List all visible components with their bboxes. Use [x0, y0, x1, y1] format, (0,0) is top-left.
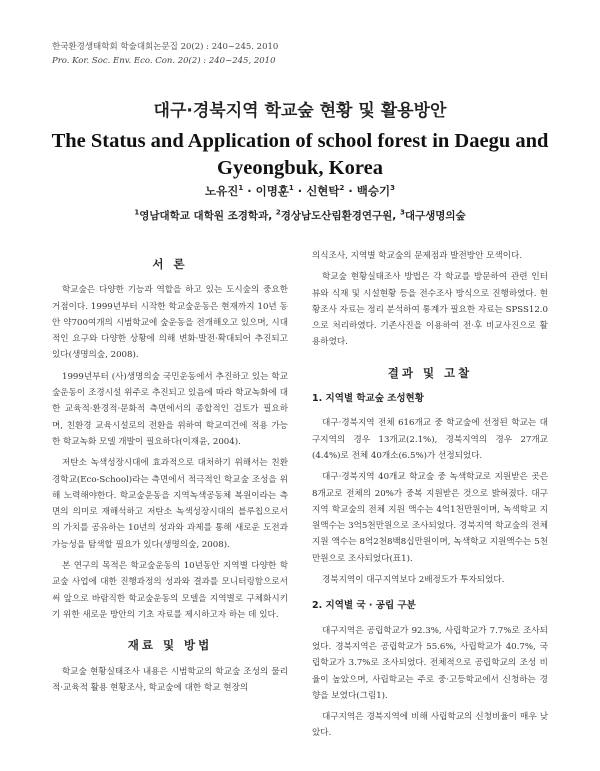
author-name: 이명훈 — [255, 184, 289, 198]
body-paragraph: 학교숲은 다양한 기능과 역할을 하고 있는 도시숲의 중요한 거점이다. 1999년부터 시작한 학교숲운동은 현재까지 10년 동안 약700여개의 시범학교에 숲운동을 전개해오고 있으며, 시대적인 요구와 다양한 상황에 의해 변화·발전·확대되어 추진되고 있다(생명의숲, 2008). — [52, 285, 288, 361]
author-mark: 2 — [339, 184, 345, 193]
subsection-heading: 1. 지역별 학교숲 조성현황 — [312, 393, 424, 405]
body-paragraph: 대구지역은 공립학교가 92.3%, 사립학교가 7.7%로 조사되었다. 경북지역은 공립학교가 55.6%, 사립학교가 40.7%, 국립학교가 3.7%로 조사되었다. 전체적으로 공립학교의 조성 비율이 높았으며, 사립학교는 주로 중·고등학교에서 신청하는 경향을 보였다(그림1). — [312, 625, 548, 701]
affiliation-text: 영남대학교 대학원 조경학과, — [139, 210, 276, 222]
body-paragraph: 학교숲 현황실태조사 방법은 각 학교를 방문하여 관련 인터뷰와 식재 및 시설현황 등을 전수조사 방식으로 진행하였다. 현황조사 자료는 정리 분석하여 통계가 필요한 자료는 SPSS12.0으로 처리하였다. 기존사진을 이용하여 전·후 비교사진으로 활용하였다. — [312, 272, 548, 348]
section-heading-results: 결과 및 고찰 — [387, 365, 473, 380]
body-paragraph: 의식조사, 지역별 학교숲의 문제점과 발전방안 모색이다. — [312, 251, 523, 261]
author-list — [0, 183, 600, 199]
body-paragraph: 학교숲 현황실태조사 내용은 시범학교의 학교숲 조성의 물리적·교육적 활용 현황조사, 학교숲에 대한 학교 현장의 — [52, 666, 288, 693]
right-column — [312, 248, 548, 747]
left-column — [52, 250, 288, 701]
section-heading-methods: 재료 및 방법 — [127, 638, 213, 653]
author-separator: · — [344, 184, 357, 198]
author-name: 노유진 — [205, 184, 239, 198]
title-korean: 대구·경북지역 학교숲 현황 및 활용방안 — [153, 101, 447, 121]
author-name: 백승기 — [356, 184, 391, 198]
body-paragraph: 본 연구의 목적은 학교숲운동의 10년동안 지역별 다양한 학교숲 사업에 대한 진행과정의 성과와 결과를 모니터링함으로서써 앞으로 바람직한 학교숲운동의 모델을 지역별로 구체화시키기 위한 새로운 방안의 기초 자료를 제시하고자 하는 데 있다. — [52, 561, 288, 620]
affiliation-line — [0, 208, 600, 223]
body-paragraph: 1999년부터 (사)생명의숲 국민운동에서 추진하고 있는 학교숲운동이 조경시설 위주로 추진되고 있음에 따라 학교녹화에 대한 교육적·환경적·문화적 측면에서의 종합적인 검토가 필요하며, 친환경 교육시설로의 전환을 위하여 학교여건에 적용 가능한 학교녹화 모델 개발이 필요하다(이재윤, 2004). — [52, 371, 288, 447]
author-separator: · — [293, 184, 307, 198]
subsection-heading: 2. 지역별 국 · 공립 구분 — [312, 600, 416, 612]
affiliation-text: 경상남도산림환경연구원, — [280, 210, 400, 222]
body-paragraph: 대구·경북지역 40개교 학교숲 중 녹색학교로 지원받은 곳은 8개교로 전체의 20%가 중복 지원받은 것으로 밝혀졌다. 대구지역 학교숲의 전체 지원 액수는 4억1천만원이며, 녹색학교 지원액수는 3억5천만원으로 조사되었다. 경북지역 학교숲의 전체 지원 액수는 8억2천8백8십만원이며, 녹색학교 지원액수는 5천만원으로 조사되었다(표1). — [312, 472, 548, 564]
author-separator: · — [243, 184, 256, 198]
body-paragraph: 경북지역이 대구지역보다 2배정도가 투자되었다. — [322, 575, 505, 586]
author-mark: 1 — [288, 184, 294, 193]
section-heading-introduction: 서 론 — [152, 257, 188, 271]
author-mark: 1 — [238, 184, 244, 193]
journal-header — [52, 40, 278, 68]
affiliation-mark: 2 — [275, 208, 281, 217]
journal-line-en: Pro. Kor. Soc. Env. Eco. Con. 20(2) : 240~245, 2010 — [52, 56, 276, 66]
affiliation-text: 대구생명의숲 — [404, 210, 466, 222]
author-mark: 3 — [390, 184, 395, 193]
title-english: The Status and Application of school forest in Daegu and Gyeongbuk, Korea — [51, 130, 549, 179]
body-paragraph: 저탄소 녹색성장시대에 효과적으로 대처하기 위해서는 친환경학교(Eco-School)라는 측면에서 적극적인 학교숲 조성을 위해 노력해야한다. 학교숲운동을 지역녹색공동체 복원이라는 측면의 의미로 재해석하고 저탄소 녹색성장시대의 블루칩으로서의 가치를 공유하는 10년의 성과와 과제를 통해 새로운 도전과 가능성을 탐색할 필요가 있다(생명의숲, 2008). — [52, 458, 288, 550]
body-paragraph: 대구·경북지역 전체 616개교 중 학교숲에 선정된 학교는 대구지역의 경우 13개교(2.1%), 경북지역의 경우 27개교(4.4%)로 전체 40개소(6.5%)가 선정되었다. — [312, 418, 548, 461]
body-paragraph: 대구지역은 경북지역에 비해 사립학교의 신청비율이 매우 낮았다. — [312, 712, 548, 739]
affiliation-mark: 3 — [399, 208, 405, 217]
journal-line-ko: 한국환경생태학회 학술대회논문집 20(2) : 240~245. 2010 — [52, 42, 279, 52]
affiliation-mark: 1 — [134, 208, 140, 217]
author-name: 신현탁 — [306, 184, 340, 198]
